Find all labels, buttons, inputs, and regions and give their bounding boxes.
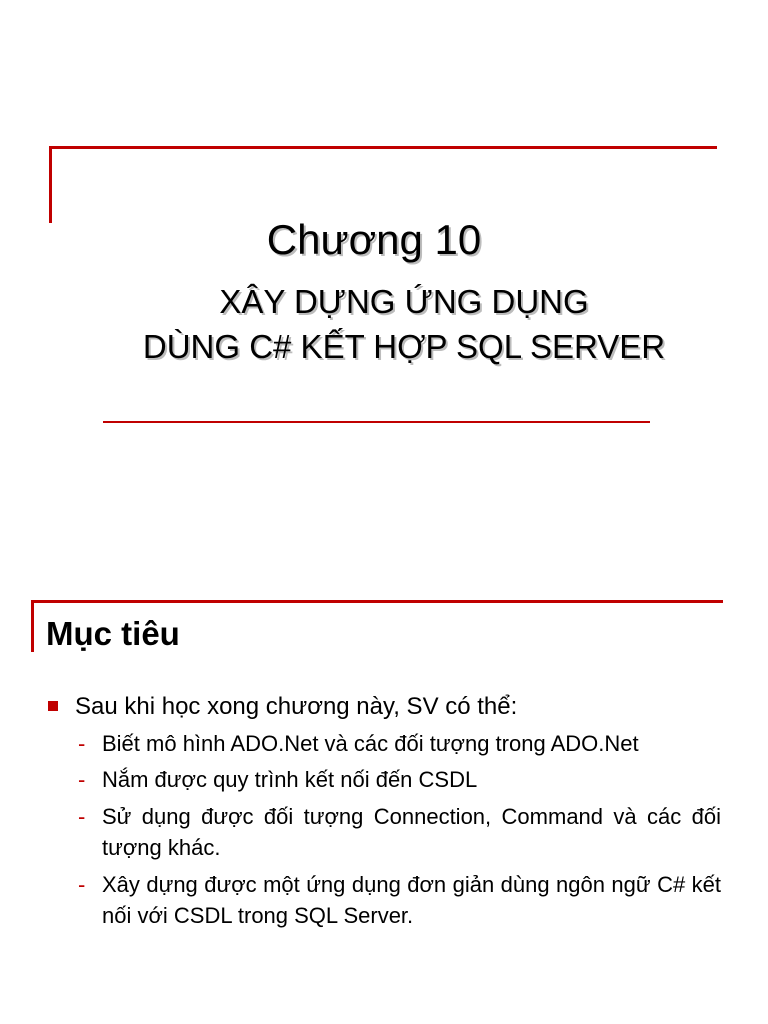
objective-item-3: [78, 801, 721, 863]
chapter-subtitle-line2: DÙNG C# KẾT HỢP SQL SERVER: [142, 328, 666, 365]
objectives-title: Mục tiêu: [46, 615, 180, 652]
objectives-bullet-text: Sau khi học xong chương này, SV có thể:: [75, 693, 518, 720]
chapter-title: [0, 214, 768, 266]
objective-item-4: [78, 869, 721, 931]
objective-item-text: Xây dựng được một ứng dụng đơn giản dùng ngôn ngữ C# kết nối với CSDL trong SQL Server.: [102, 872, 721, 928]
square-bullet-icon: [48, 701, 58, 711]
objective-item-text: Nắm được quy trình kết nối đến CSDL: [102, 767, 478, 792]
objective-item-2: [78, 764, 721, 795]
objective-item-text: Biết mô hình ADO.Net và các đối tượng trong ADO.Net: [102, 731, 639, 756]
objective-item-1: [78, 728, 721, 759]
objectives-frame-left-rule: [31, 600, 34, 652]
objectives-bullet: [48, 690, 728, 724]
dash-bullet-icon: -: [78, 767, 86, 792]
objectives-frame-top-rule: [31, 600, 723, 603]
dash-bullet-icon: -: [78, 804, 86, 829]
frame-top-rule: [49, 146, 717, 149]
chapter-title-text: Chương 10: [266, 216, 482, 263]
title-underline-rule: [103, 421, 650, 423]
dash-bullet-icon: -: [78, 731, 86, 756]
dash-bullet-icon: -: [78, 872, 86, 897]
chapter-subtitle-line1: XÂY DỰNG ỨNG DỤNG: [219, 283, 589, 320]
frame-left-rule: [49, 146, 52, 223]
objective-item-text: Sử dụng được đối tượng Connection, Command và các đối tượng khác.: [102, 804, 721, 860]
